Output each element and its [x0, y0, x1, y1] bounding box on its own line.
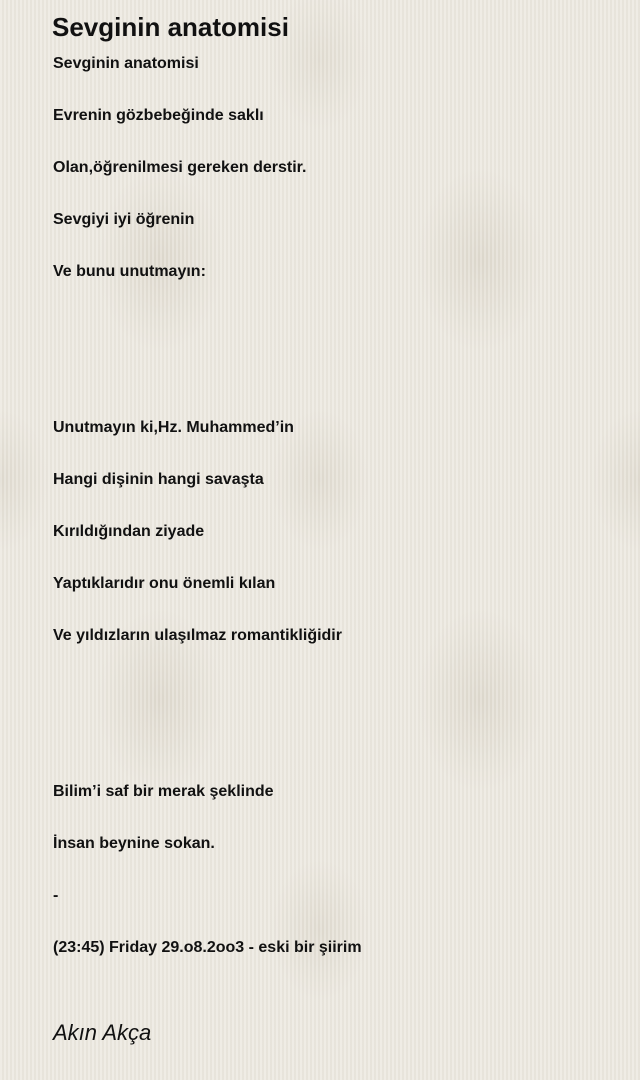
poem-line: Ve bunu unutmayın: [53, 263, 206, 280]
poem-line: İnsan beynine sokan. [53, 835, 215, 852]
poem-line: Hangi dişinin hangi savaşta [53, 471, 264, 488]
poem-body [53, 54, 613, 990]
poem-line: Bilim’i saf bir merak şeklinde [53, 783, 274, 800]
blank-line [53, 314, 613, 366]
blank-line [53, 678, 613, 730]
poem-line: Evrenin gözbebeğinde saklı [53, 107, 264, 124]
poem-line: Kırıldığından ziyade [53, 523, 205, 540]
poem-line: Yaptıklarıdır onu önemli kılan [53, 575, 276, 592]
separator-dash: - [53, 887, 59, 904]
author-name: Akın Akça [53, 1020, 152, 1045]
poem-line: Sevgiyi iyi öğrenin [53, 211, 195, 228]
blank-line [53, 730, 613, 782]
blank-line [53, 366, 613, 418]
poem-line: Sevginin anatomisi [53, 55, 199, 72]
poem-line: Unutmayın ki,Hz. Muhammed’in [53, 419, 294, 436]
poem-title: Sevginin anatomisi [52, 12, 289, 42]
poem-date-note: (23:45) Friday 29.o8.2oo3 - eski bir şiirim [53, 939, 362, 956]
poem-line: Ve yıldızların ulaşılmaz romantikliğidir [53, 627, 342, 644]
poem-line: Olan,öğrenilmesi gereken derstir. [53, 159, 307, 176]
